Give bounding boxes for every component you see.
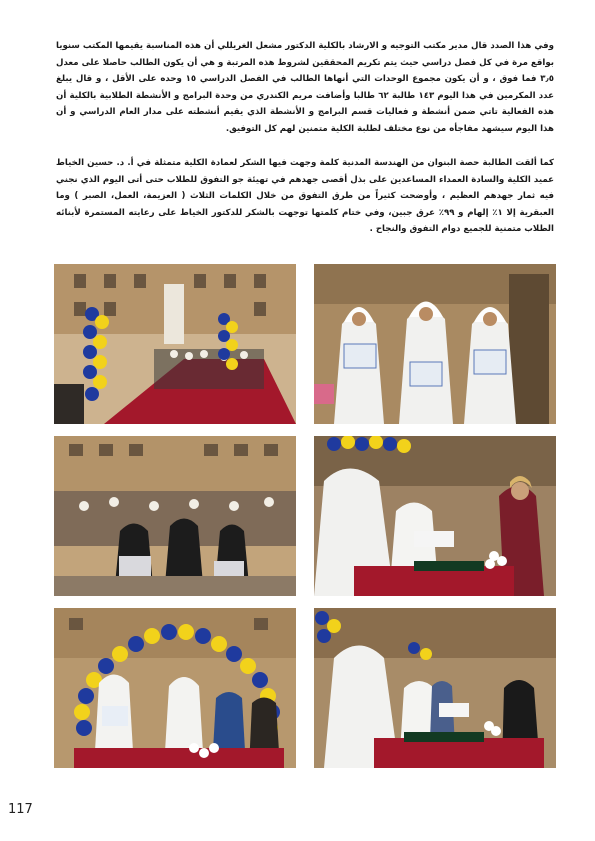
photo-seated-students [54,436,296,596]
photo-balloon-arch-stage [54,608,296,768]
photo-three-honorees [314,264,556,424]
photo-certificate-handover-2 [314,608,556,768]
article-paragraph: وفي هذا الصدد قال مدير مكتب التوجيه و الارشاد بالكلية الدكتور مشعل الغريللي أن هذه المناسبة يقيمها المكتب سنويا بواقع مرة في كل فصل دراسي حيث يتم تكريم المحققين لشروط هذه المرتبة و هي أن يكون الطالب حاصلا على معدل ٣٫٥ فما فوق ، و أن يكون مجموع الوحدات التي أنهاها الطالب في الفصل الدراسي ١٥ وحده على الأقل ، و قال يبلغ عدد المكرمين في هذا اليوم ١٤٣ طالبة ٦٢ طالبا وأضافت مريم الكندري من وحدة البرامج و الأنشطة الطلابية بالكلية أن هذه الفعالية تاتي ضمن أنشطة و فعاليات قسم البرامج و الأنشطة الذي يقيم أنشطته على مدار العام الدراسي و أن هذا اليوم سيشهد مفاجأه من نوع مختلف لطلبة الكلية متمنين لهم كل التوفيق. [56,41,554,134]
page-number: 117 [8,802,33,817]
photo-audience-courtyard [54,264,296,424]
article-paragraph: كما ألقت الطالبة حصة البنوان من الهندسة المدنية كلمة وجهت فيها الشكر لعمادة الكلية متمثلة في أ. د. حسين الخياط عميد الكلية والسادة العمداء المساعدين على بذل أقصى جهدهم في تهيئة جو التفوق للطلاب حتى أتى اليوم الذي نجني فيه ثمار جهدهم العظيم ، وأوضحت كثيراً من طرق التفوق من خلال الكلمات الثلاث ( العزيمة، العمل، الصبر ) وما العبقرية إلا ١٪ إلهام و ٩٩٪ عرق جبين، وفي ختام كلمتها توجهت بالشكر للدكتور الخياط على رعايته المستمرة لأبنائه الطلاب متمنية للجميع دوام التفوق والنجاح . [56,158,554,234]
photo-certificate-handover-woman [314,436,556,596]
